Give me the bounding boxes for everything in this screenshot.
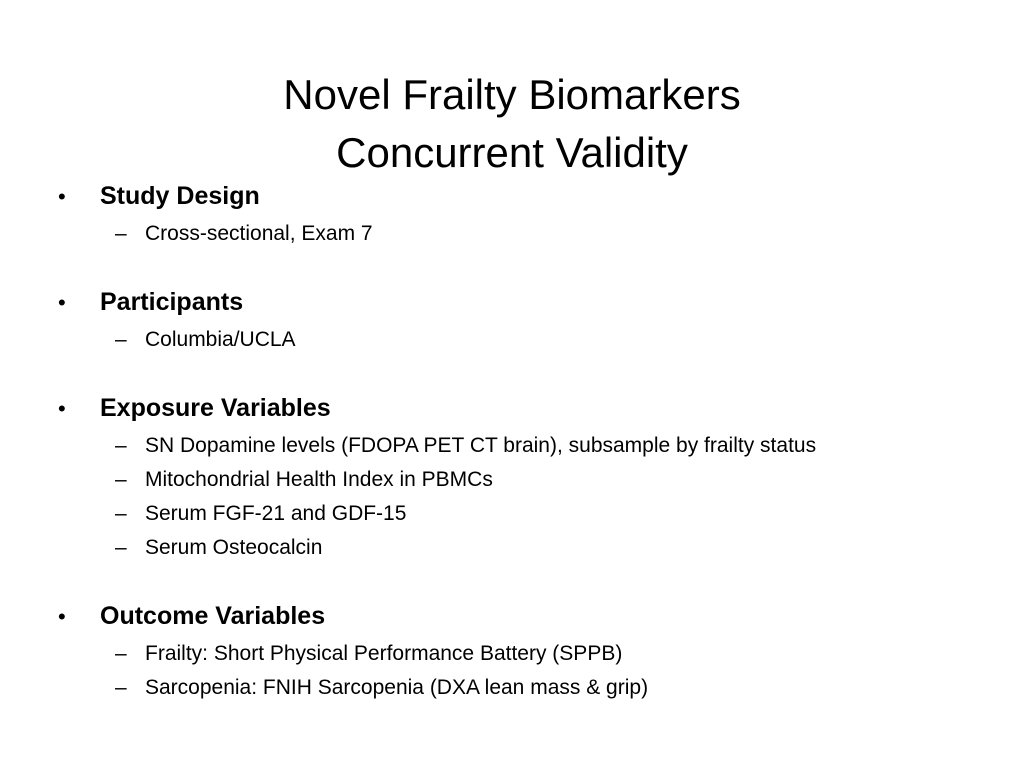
section-outcome-variables (58, 596, 998, 705)
dash-glyph: – (115, 328, 127, 351)
section-heading: Study Design (100, 182, 260, 210)
section-heading: Participants (100, 288, 244, 316)
sub-item-text: Serum FGF-21 and GDF-15 (145, 502, 407, 525)
section-participants (58, 282, 998, 357)
sub-item (115, 637, 998, 671)
sub-item (115, 323, 998, 357)
sub-list (115, 323, 998, 357)
sub-item-text: Cross-sectional, Exam 7 (145, 222, 373, 245)
dash-glyph: – (115, 434, 127, 457)
title-line-2: Concurrent Validity (336, 129, 688, 177)
section-heading: Exposure Variables (100, 394, 331, 422)
bullet-item (58, 388, 998, 429)
bullet-glyph: • (58, 290, 66, 315)
sub-list (115, 637, 998, 705)
section-study-design (58, 176, 998, 251)
sub-item-text: Serum Osteocalcin (145, 536, 323, 559)
bullet-item (58, 282, 998, 323)
sub-item (115, 463, 998, 497)
sub-item (115, 671, 998, 705)
sub-item (115, 531, 998, 565)
sub-list (115, 429, 998, 565)
dash-glyph: – (115, 222, 127, 245)
dash-glyph: – (115, 676, 127, 699)
sub-item-text: Columbia/UCLA (145, 328, 296, 351)
bullet-item (58, 596, 998, 637)
dash-glyph: – (115, 642, 127, 665)
bullet-glyph: • (58, 604, 66, 629)
bullet-item (58, 176, 998, 217)
sub-item-text: Sarcopenia: FNIH Sarcopenia (DXA lean mass & grip) (145, 676, 649, 699)
section-heading: Outcome Variables (100, 602, 326, 630)
dash-glyph: – (115, 468, 127, 491)
bullet-glyph: • (58, 396, 66, 421)
bullet-content (58, 176, 998, 736)
sub-item-text: Mitochondrial Health Index in PBMCs (145, 468, 493, 491)
slide-title (0, 66, 1024, 182)
dash-glyph: – (115, 536, 127, 559)
section-exposure-variables (58, 388, 998, 565)
title-line-1: Novel Frailty Biomarkers (283, 71, 741, 119)
sub-item-text: Frailty: Short Physical Performance Battery (SPPB) (145, 642, 623, 665)
bullet-glyph: • (58, 184, 66, 209)
sub-item (115, 429, 998, 463)
sub-list (115, 217, 998, 251)
sub-item (115, 497, 998, 531)
dash-glyph: – (115, 502, 127, 525)
sub-item (115, 217, 998, 251)
sub-item-text: SN Dopamine levels (FDOPA PET CT brain), subsample by frailty status (145, 434, 817, 457)
